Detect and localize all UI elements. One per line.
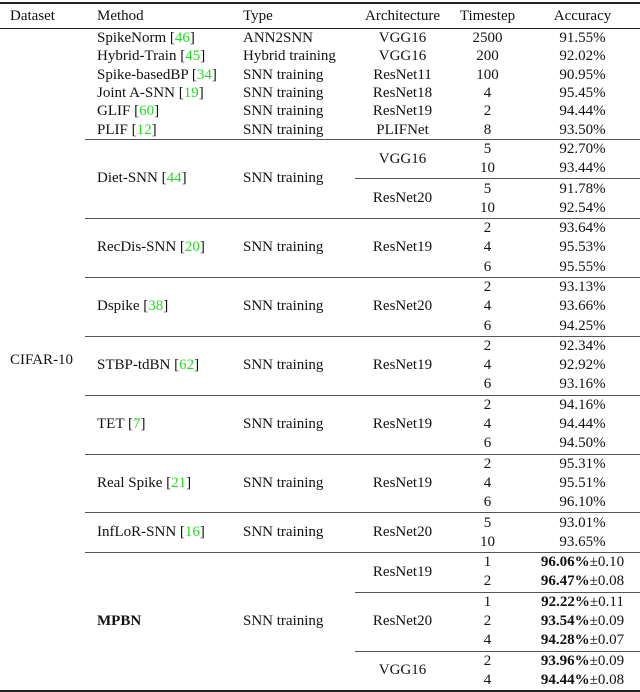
- timestep-cell: 200: [476, 48, 499, 65]
- accuracy-cell: [525, 651, 640, 671]
- accuracy-value: 94.28%: [540, 632, 590, 649]
- method-cell: RecDis-SNN [20]: [85, 218, 235, 277]
- method-cell: PLIF [12]: [97, 121, 157, 138]
- method-cell: TET [7]: [85, 395, 235, 454]
- header-row: [0, 3, 640, 29]
- type-cell: SNN training: [235, 553, 355, 692]
- table-row: [0, 84, 640, 102]
- accuracy-cell: 93.50%: [559, 121, 606, 138]
- header-architecture: Architecture: [355, 3, 450, 29]
- header-method: Method: [85, 3, 235, 29]
- table-row: [0, 277, 640, 297]
- architecture-cell: VGG16: [378, 48, 427, 65]
- architecture-cell: PLIFNet: [376, 121, 429, 138]
- method-cell: [85, 553, 235, 692]
- accuracy-cell: 92.54%: [559, 199, 606, 216]
- accuracy-cell: 92.70%: [525, 139, 640, 159]
- method-name: Dspike: [97, 298, 140, 315]
- accuracy-cell: 96.10%: [559, 494, 606, 511]
- architecture-cell: ResNet19: [355, 553, 450, 593]
- type-cell: SNN training: [235, 218, 355, 277]
- type-cell: SNN training: [243, 121, 324, 138]
- method-cell: Diet-SNN [44]: [85, 139, 235, 218]
- method-name: MPBN: [97, 613, 142, 630]
- timestep-cell: 6: [483, 435, 492, 452]
- table-row: [0, 139, 640, 159]
- timestep-cell: 10: [480, 533, 495, 550]
- type-cell: SNN training: [235, 513, 355, 553]
- header-type: Type: [235, 3, 355, 29]
- timestep-cell: 10: [480, 199, 495, 216]
- method-cell: Spike-basedBP [34]: [97, 66, 217, 83]
- timestep-cell: 100: [476, 66, 499, 83]
- type-cell: Hybrid training: [243, 48, 336, 65]
- accuracy-cell: 95.31%: [525, 454, 640, 474]
- header-timestep: Timestep: [450, 3, 525, 29]
- timestep-cell: 10: [480, 160, 495, 177]
- type-cell: SNN training: [235, 277, 355, 336]
- timestep-cell: 4: [483, 357, 492, 374]
- method-name: Real Spike: [97, 474, 163, 491]
- method-name: InfLoR-SNN: [97, 524, 177, 541]
- timestep-cell: 2: [450, 218, 525, 238]
- method-cell: InfLoR-SNN [16]: [85, 513, 235, 553]
- accuracy-cell: 91.55%: [559, 30, 606, 47]
- accuracy-cell: 95.53%: [559, 239, 606, 256]
- accuracy-cell: 94.44%: [559, 416, 606, 433]
- accuracy-cell: [525, 592, 640, 612]
- accuracy-value: 96.47%: [540, 573, 590, 590]
- accuracy-cell: 93.44%: [559, 160, 606, 177]
- accuracy-cell: 94.25%: [559, 317, 606, 334]
- architecture-cell: ResNet19: [355, 395, 450, 454]
- timestep-cell: 4: [483, 298, 492, 315]
- type-cell: SNN training: [235, 454, 355, 513]
- timestep-cell: 1: [450, 553, 525, 573]
- table-row: [0, 47, 640, 65]
- header-dataset: Dataset: [0, 3, 85, 29]
- accuracy-cell: [525, 612, 640, 631]
- type-cell: SNN training: [243, 85, 324, 102]
- architecture-cell: VGG16: [355, 651, 450, 691]
- timestep-cell: 4: [483, 474, 492, 491]
- accuracy-cell: [525, 671, 640, 691]
- timestep-cell: 4: [483, 85, 492, 102]
- timestep-cell: 2: [450, 395, 525, 415]
- architecture-cell: ResNet18: [372, 85, 433, 102]
- type-cell: SNN training: [235, 395, 355, 454]
- method-name: Hybrid-Train: [97, 48, 177, 65]
- method-cell: Dspike [38]: [85, 277, 235, 336]
- method-name: Spike-basedBP: [97, 66, 189, 83]
- accuracy-std: ±0.08: [589, 573, 625, 590]
- method-cell: SpikeNorm [46]: [97, 30, 195, 47]
- citation-link[interactable]: 44: [166, 170, 182, 187]
- accuracy-std: ±0.10: [589, 554, 625, 571]
- timestep-cell: 6: [483, 258, 492, 275]
- method-name: TET: [97, 416, 125, 433]
- timestep-cell: 2: [450, 336, 525, 356]
- dataset-cell: CIFAR-10: [10, 351, 74, 368]
- accuracy-cell: 93.66%: [559, 298, 606, 315]
- architecture-cell: ResNet19: [355, 336, 450, 395]
- type-cell: SNN training: [235, 336, 355, 395]
- table-row: [0, 336, 640, 356]
- type-cell: SNN training: [235, 139, 355, 218]
- citation-link[interactable]: 19: [183, 85, 199, 102]
- method-name: RecDis-SNN: [97, 239, 177, 256]
- citation-link[interactable]: 21: [171, 474, 187, 491]
- architecture-cell: ResNet19: [355, 454, 450, 513]
- citation-link[interactable]: 60: [139, 103, 155, 120]
- architecture-cell: ResNet20: [355, 592, 450, 651]
- method-name: STBP-tdBN: [97, 357, 171, 374]
- timestep-cell: 6: [483, 376, 492, 393]
- architecture-cell: ResNet20: [355, 513, 450, 553]
- accuracy-cell: 93.01%: [525, 513, 640, 533]
- citation-link[interactable]: 20: [184, 239, 200, 256]
- method-cell: GLIF [60]: [97, 103, 160, 120]
- timestep-cell: 6: [483, 494, 492, 511]
- method-cell: STBP-tdBN [62]: [85, 336, 235, 395]
- method-cell: Joint A-SNN [19]: [97, 85, 204, 102]
- table-body: [0, 29, 640, 692]
- timestep-cell: 2: [483, 573, 492, 590]
- table-row: [0, 513, 640, 533]
- timestep-cell: 8: [483, 121, 492, 138]
- table-row: [0, 66, 640, 84]
- timestep-cell: 1: [450, 592, 525, 612]
- method-name: SpikeNorm: [97, 30, 167, 47]
- accuracy-value: 93.54%: [540, 613, 590, 630]
- method-name: Joint A-SNN: [97, 85, 175, 102]
- type-cell: SNN training: [243, 66, 324, 83]
- citation-link[interactable]: 7: [132, 416, 141, 433]
- results-table: [0, 2, 640, 692]
- accuracy-std: ±0.09: [589, 613, 625, 630]
- citation-link[interactable]: 46: [174, 30, 190, 47]
- timestep-cell: 2: [450, 454, 525, 474]
- method-name: Diet-SNN: [97, 170, 158, 187]
- accuracy-cell: 92.92%: [559, 357, 606, 374]
- method-cell: Hybrid-Train [45]: [97, 48, 206, 65]
- accuracy-cell: 92.02%: [559, 48, 606, 65]
- timestep-cell: 5: [450, 513, 525, 533]
- type-cell: SNN training: [243, 103, 324, 120]
- accuracy-std: ±0.08: [589, 671, 625, 688]
- citation-link[interactable]: 12: [136, 121, 152, 138]
- accuracy-value: 92.22%: [541, 593, 590, 610]
- table-row: [0, 454, 640, 474]
- accuracy-cell: 92.34%: [525, 336, 640, 356]
- accuracy-value: 96.06%: [540, 554, 590, 571]
- table-row: [0, 102, 640, 120]
- type-cell: ANN2SNN: [243, 30, 314, 47]
- accuracy-cell: 93.13%: [525, 277, 640, 297]
- architecture-cell: VGG16: [378, 30, 427, 47]
- architecture-cell: VGG16: [355, 139, 450, 179]
- accuracy-cell: 94.16%: [525, 395, 640, 415]
- timestep-cell: 2: [450, 277, 525, 297]
- accuracy-cell: [525, 631, 640, 651]
- timestep-cell: 5: [450, 139, 525, 159]
- accuracy-std: ±0.07: [589, 632, 625, 649]
- citation-link[interactable]: 38: [148, 298, 164, 315]
- accuracy-value: 93.96%: [540, 652, 590, 669]
- table-row: [0, 395, 640, 415]
- architecture-cell: ResNet19: [372, 103, 433, 120]
- accuracy-cell: 94.44%: [559, 103, 606, 120]
- table-row: [0, 120, 640, 139]
- accuracy-cell: [525, 572, 640, 592]
- citation-link[interactable]: 45: [185, 48, 201, 65]
- table-row: [0, 29, 640, 48]
- header-accuracy: Accuracy: [525, 3, 640, 29]
- accuracy-cell: 93.65%: [559, 533, 606, 550]
- timestep-cell: 5: [450, 179, 525, 199]
- accuracy-std: ±0.11: [589, 593, 624, 610]
- table-row: [0, 218, 640, 238]
- accuracy-cell: 95.51%: [559, 474, 606, 491]
- table-row: [0, 553, 640, 573]
- timestep-cell: 2500: [472, 30, 503, 47]
- architecture-cell: ResNet20: [355, 179, 450, 219]
- accuracy-value: 94.44%: [540, 671, 590, 688]
- timestep-cell: 2: [483, 103, 492, 120]
- architecture-cell: ResNet19: [355, 218, 450, 277]
- timestep-cell: 2: [483, 613, 492, 630]
- architecture-cell: ResNet11: [373, 66, 432, 83]
- citation-link[interactable]: 34: [196, 66, 212, 83]
- accuracy-cell: 93.16%: [559, 376, 606, 393]
- timestep-cell: 2: [450, 651, 525, 671]
- timestep-cell: 4: [483, 632, 492, 649]
- method-cell: Real Spike [21]: [85, 454, 235, 513]
- accuracy-cell: 91.78%: [525, 179, 640, 199]
- citation-link[interactable]: 16: [184, 524, 200, 541]
- citation-link[interactable]: 62: [179, 357, 195, 374]
- method-name: GLIF: [97, 103, 131, 120]
- accuracy-cell: 95.45%: [559, 85, 606, 102]
- timestep-cell: 4: [483, 416, 492, 433]
- timestep-cell: 6: [483, 317, 492, 334]
- accuracy-cell: [525, 553, 640, 573]
- accuracy-cell: 95.55%: [559, 258, 606, 275]
- method-name: PLIF: [97, 121, 128, 138]
- timestep-cell: 4: [483, 239, 492, 256]
- accuracy-cell: 93.64%: [525, 218, 640, 238]
- timestep-cell: 4: [483, 671, 492, 688]
- accuracy-cell: 90.95%: [559, 66, 606, 83]
- accuracy-std: ±0.09: [589, 652, 625, 669]
- architecture-cell: ResNet20: [355, 277, 450, 336]
- accuracy-cell: 94.50%: [559, 435, 606, 452]
